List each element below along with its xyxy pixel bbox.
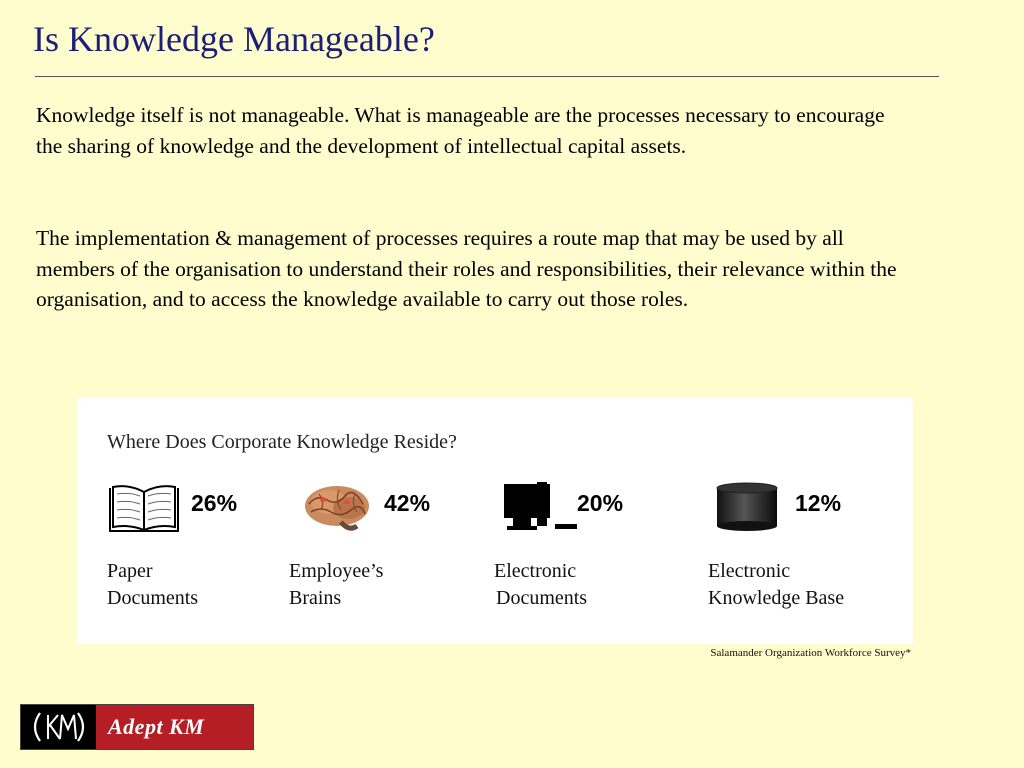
knowledge-base-label: Electronic Knowledge Base: [708, 560, 845, 609]
infographic-title: Where Does Corporate Knowledge Reside?: [107, 431, 457, 453]
slide-title: Is Knowledge Manageable?: [33, 19, 435, 59]
logo-wordmark: Adept KM: [96, 705, 253, 749]
open-book-icon: [107, 482, 181, 539]
database-cylinder-icon: [715, 482, 779, 537]
computer-icon: [503, 482, 579, 537]
paragraph-1: Knowledge itself is not manageable. What is manageable are the processes necessary to encourage the sharing of knowledge and the development of intellectual capital assets.: [36, 103, 885, 158]
paper-documents-percent: 26%: [191, 490, 238, 516]
survey-source-note: Salamander Organization Workforce Survey*: [710, 647, 911, 659]
knowledge-infographic-panel: [77, 398, 913, 644]
brains-label: Employee’s Brains: [289, 560, 384, 609]
km-monogram-icon: [21, 705, 96, 749]
paper-documents-label: Paper Documents: [107, 560, 199, 609]
brain-icon: [301, 482, 373, 539]
knowledge-base-percent: 12%: [795, 490, 842, 516]
electronic-documents-label: Electronic Documents: [494, 560, 588, 609]
paragraph-2: The implementation & management of processes requires a route map that may be used by all members of the organisation to understand their roles and responsibilities, their relevance within the organisation, and to access the knowledge available to carry out those roles.: [36, 226, 897, 312]
adept-km-logo: [20, 704, 254, 750]
title-divider: [35, 76, 939, 77]
brains-percent: 42%: [384, 490, 431, 516]
electronic-documents-percent: 20%: [577, 490, 624, 516]
